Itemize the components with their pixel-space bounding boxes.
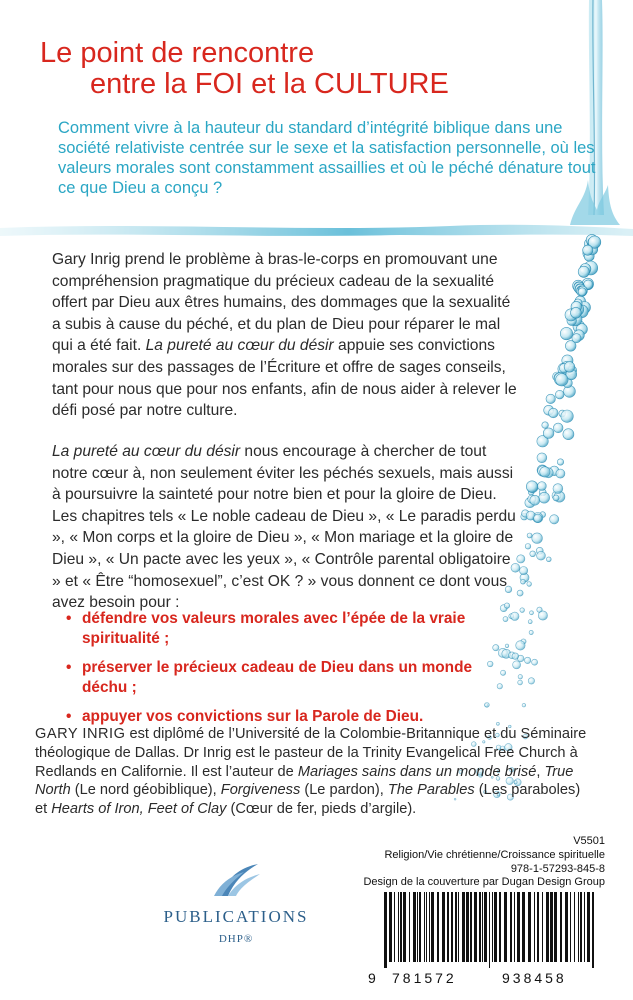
bubble <box>556 469 565 478</box>
wave-logo-icon <box>206 860 266 900</box>
barcode-bar <box>431 892 434 962</box>
bubble <box>553 484 563 494</box>
barcode-bar <box>522 892 525 962</box>
bubble <box>572 334 581 343</box>
bubble <box>518 675 522 679</box>
barcode-bar <box>542 892 543 962</box>
bio-text: (Le pardon), <box>300 782 388 799</box>
barcode-bar <box>400 892 402 962</box>
bubble <box>555 390 564 399</box>
book-title: Forgiveness <box>220 782 301 799</box>
bubble <box>530 495 540 505</box>
headline <box>40 38 449 100</box>
bubble <box>540 467 550 477</box>
bubble <box>543 428 554 439</box>
bubble <box>528 678 534 684</box>
list-item <box>60 707 490 727</box>
book-title: True North <box>35 763 574 799</box>
description-paragraph-1 <box>52 249 522 422</box>
barcode-bar <box>570 892 571 962</box>
barcode-bar <box>389 892 392 962</box>
barcode-bar <box>424 892 425 962</box>
description-paragraph-2 <box>52 441 522 614</box>
bubble <box>561 410 573 422</box>
bubble <box>503 617 508 622</box>
bullet-icon: • <box>66 708 72 725</box>
barcode-bar <box>584 892 585 962</box>
bubble <box>526 481 537 492</box>
barcode-bar <box>492 892 493 962</box>
list-item-text: préserver le précieux cadeau de Dieu dans un monde déchu ; <box>82 659 473 696</box>
barcode-bar <box>419 892 421 962</box>
barcode-bar <box>489 892 490 970</box>
barcode-bar <box>462 892 465 962</box>
bubble <box>578 266 589 277</box>
bubble <box>527 533 532 538</box>
bubble <box>532 533 543 544</box>
barcode-bar <box>474 892 477 962</box>
bubble <box>564 362 575 373</box>
barcode-bar <box>517 892 520 962</box>
bubble <box>578 288 586 296</box>
bullet-icon: • <box>66 610 72 627</box>
barcode-bar <box>592 892 594 970</box>
barcode-digits-left: 781572 <box>392 970 457 986</box>
book-metadata <box>363 835 605 890</box>
barcode-bar <box>442 892 445 962</box>
author-bio <box>35 725 595 819</box>
barcode-bar <box>458 892 459 962</box>
barcode-bar <box>565 892 568 962</box>
barcode-bar <box>514 892 515 962</box>
barcode-bar <box>484 892 487 962</box>
bubble <box>505 644 509 648</box>
barcode-bar <box>578 892 579 962</box>
bio-text: (Le nord géobiblique), <box>70 782 221 799</box>
product-code: V5501 <box>573 835 605 847</box>
barcode-bar <box>510 892 512 962</box>
list-item-text: appuyer vos convictions sur la Parole de Dieu. <box>82 708 424 725</box>
bubble <box>538 482 547 491</box>
bubble <box>513 661 521 669</box>
bubble <box>493 645 499 651</box>
bubble <box>546 557 551 562</box>
barcode-bar <box>447 892 449 962</box>
bubble <box>525 544 531 550</box>
barcode-bar <box>482 892 483 962</box>
barcode-bar <box>466 892 469 962</box>
bio-text: (Cœur de fer, pieds d’argile). <box>226 801 417 818</box>
barcode-bar <box>470 892 472 962</box>
bullet-icon: • <box>66 659 72 676</box>
barcode-bar <box>437 892 439 962</box>
barcode-bar <box>494 892 497 962</box>
bubble <box>524 657 530 663</box>
bubble <box>549 408 559 418</box>
list-item <box>60 658 490 698</box>
headline-line-2: entre la FOI et la CULTURE <box>90 68 449 100</box>
barcode-bar <box>550 892 553 962</box>
bubble <box>512 653 519 660</box>
bio-text: (Les paraboles) et <box>35 782 581 818</box>
barcode-bar <box>417 892 418 962</box>
barcode-bar <box>580 892 582 962</box>
list-item-text: défendre vos valeurs morales avec l’épée de la vraie spiritualité ; <box>82 610 466 647</box>
bio-text: , <box>536 763 545 780</box>
paragraph-text: nous encourage à chercher de tout notre cœur à, non seulement éviter les péchés sexuels, mais aussi à poursuivre la sainteté pour notre bien et pour la gloire de Dieu. Les chapitres tels « Le noble cadeau de Dieu », « Le paradis perdu », « Mon corps et la gloire de Dieu », « Mon mariage et la gloire de Dieu », « Un pacte avec les yeux », « Contrôle parental obligatoire » et « Être “homosexuel”, c’est OK ? » vous donnent ce dont vous avez besoin pour : <box>52 443 516 612</box>
barcode-bar <box>394 892 395 962</box>
bubble <box>539 492 550 503</box>
bubble <box>537 551 546 560</box>
barcode-bar <box>479 892 481 962</box>
headline-line-1: Le point de rencontre <box>40 37 315 69</box>
bubble <box>553 423 563 433</box>
bubble <box>530 551 536 557</box>
barcode-bar <box>398 892 399 962</box>
isbn: 978-1-57293-845-8 <box>510 862 605 875</box>
barcode-bar <box>537 892 539 962</box>
book-title: The Parables <box>387 782 475 799</box>
bubble <box>538 611 547 620</box>
barcode-bar <box>554 892 557 962</box>
barcode-bar <box>403 892 406 962</box>
bubble <box>563 429 574 440</box>
barcode-bar <box>499 892 501 962</box>
bubble <box>501 670 506 675</box>
book-title: La pureté au cœur du désir <box>52 443 241 460</box>
bubble <box>542 422 549 429</box>
bubble <box>518 680 523 685</box>
barcode-bar <box>426 892 427 962</box>
bubble <box>556 374 568 386</box>
book-title: La pureté au cœur du désir <box>145 337 334 355</box>
barcode-bar <box>451 892 453 962</box>
barcode-bar <box>587 892 590 962</box>
author-name: GARY INRIG <box>35 726 126 742</box>
isbn-barcode <box>368 890 605 988</box>
barcode-bar <box>546 892 549 962</box>
barcode-bar <box>455 892 457 962</box>
paragraph-text: Gary Inrig prend le problème à bras-le-corps en promouvant une compréhension pragmatique du précieux cadeau de la sexualité offert par Dieu aux êtres humains, des dommages que la sexualité a subis à cause du péché, et du plan de Dieu pour réparer le mal qui a été fait. <box>52 251 511 355</box>
cover-design-credit: Design de la couverture par Dugan Design Group <box>363 876 605 889</box>
bubble <box>530 611 534 615</box>
bubble <box>550 515 559 524</box>
bubble <box>529 630 533 634</box>
barcode-bar <box>574 892 575 962</box>
list-item <box>60 609 490 649</box>
barcode-bar <box>409 892 410 962</box>
book-title: Hearts of Iron, Feet of Clay <box>51 801 227 818</box>
barcode-bar <box>504 892 507 962</box>
bubble <box>527 582 532 587</box>
publisher-logo <box>146 860 326 945</box>
barcode-digits <box>368 968 605 988</box>
barcode-bar <box>534 892 535 962</box>
bio-text: est diplômé de l’Université de la Colombie-Britannique et du Séminaire théologique de Dallas. Dr Inrig est le pasteur de la Trinity Evangelical Free Church à Redlands en Californie. Il est l’auteur de <box>35 726 587 780</box>
barcode-bar <box>528 892 531 962</box>
bubble <box>546 394 555 403</box>
bubble <box>557 459 563 465</box>
barcode-bar <box>384 892 387 970</box>
bubble <box>553 495 559 501</box>
bubble <box>522 703 526 707</box>
barcode-digit-prefix: 9 <box>368 970 376 986</box>
publisher-sub: DHP® <box>218 933 254 945</box>
benefits-list <box>60 609 490 736</box>
bubble <box>497 684 502 689</box>
bubble <box>571 307 582 318</box>
bubble <box>537 453 547 463</box>
category: Religion/Vie chrétienne/Croissance spirituelle <box>384 848 605 861</box>
barcode-bars <box>368 890 605 970</box>
barcode-digits-right: 938458 <box>502 970 567 986</box>
bubble <box>528 620 532 624</box>
bubble <box>516 641 525 650</box>
book-title: Mariages sains dans un monde brisé <box>297 763 537 780</box>
publisher-name: PUBLICATIONS <box>163 907 309 926</box>
barcode-bar <box>429 892 430 962</box>
barcode-bar <box>560 892 562 962</box>
paragraph-text: appuie ses convictions morales sur des passages de l’Écriture et offre de sages conseils, tant pour nous que pour nos enfants, afin de nous aider à relever le défi posé par notre culture. <box>52 337 517 420</box>
barcode-bar <box>413 892 416 962</box>
bubble <box>534 514 542 522</box>
bubble <box>583 245 593 255</box>
bubble <box>532 659 538 665</box>
bubble <box>560 327 572 339</box>
intro-question: Comment vivre à la hauteur du standard d’intégrité biblique dans une société relativiste centrée sur le sexe et la satisfaction personnelle, où les valeurs morales sont constamment assaillies et où le péché dénature tout ce que Dieu a conçu ? <box>58 119 596 197</box>
